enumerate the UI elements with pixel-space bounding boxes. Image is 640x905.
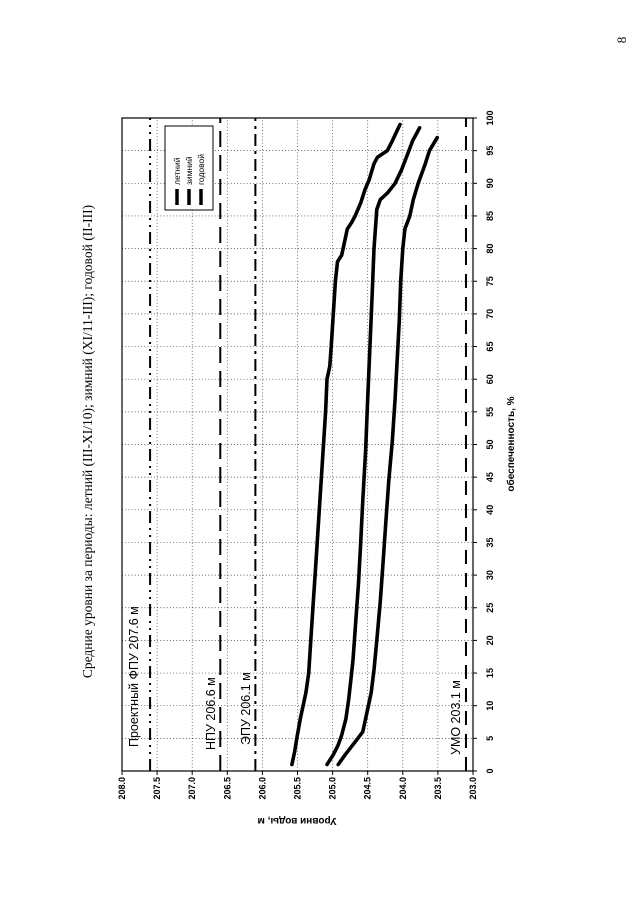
x-tick-label: 70: [485, 308, 495, 319]
x-tick-label: 65: [485, 341, 495, 352]
legend-label-annual: годовой: [196, 153, 206, 185]
x-tick-label: 15: [485, 668, 495, 679]
x-tick-label: 80: [485, 243, 495, 254]
y-tick-label: 205.5: [292, 777, 303, 800]
legend-label-winter: зимний: [184, 156, 194, 185]
legend-label-summer: летний: [172, 157, 182, 185]
x-tick-label: 0: [485, 768, 495, 774]
y-axis-label: Уровни воды, м: [257, 815, 337, 826]
x-tick-label: 50: [485, 439, 495, 450]
reference-label-fpu: Проектный ФПУ 207.6 м: [127, 606, 141, 747]
reference-label-umo: УМО 203.1 м: [449, 680, 463, 755]
x-tick-label: 35: [485, 537, 495, 548]
x-axis: [473, 110, 495, 773]
y-tick-label: 206.0: [257, 777, 268, 800]
x-axis-label: обеспеченность, %: [506, 396, 517, 492]
x-tick-label: 25: [485, 602, 495, 613]
reference-label-npu: НПУ 206.6 м: [204, 677, 218, 750]
chart-title: Средние уровни за периоды: летний (III-XI/10); зимний (XI/11-III); годовой (II-III): [80, 204, 95, 679]
y-tick-label: 204.5: [362, 777, 373, 800]
x-tick-label: 40: [485, 504, 495, 515]
x-tick-label: 75: [485, 276, 495, 287]
y-tick-label: 208.0: [117, 777, 127, 800]
x-tick-label: 5: [485, 735, 495, 741]
page-number: 8: [614, 36, 629, 44]
x-tick-label: 60: [485, 374, 495, 385]
x-tick-label: 10: [485, 700, 495, 711]
x-tick-label: 90: [485, 178, 495, 189]
reference-label-epu: ЭПУ 206.1 м: [239, 672, 253, 745]
x-tick-label: 100: [485, 110, 495, 126]
y-tick-label: 206.5: [222, 777, 233, 800]
grid: [122, 118, 473, 771]
legend: [165, 126, 213, 210]
y-tick-label: 203.5: [432, 777, 443, 800]
data-series: [292, 125, 437, 765]
x-tick-label: 95: [485, 145, 495, 156]
y-tick-label: 207.5: [152, 777, 163, 800]
x-tick-label: 30: [485, 570, 495, 581]
y-tick-label: 204.0: [397, 777, 408, 800]
y-tick-label: 203.0: [468, 777, 478, 800]
y-axis: [117, 771, 478, 800]
x-tick-label: 55: [485, 406, 495, 417]
x-tick-label: 45: [485, 472, 495, 483]
x-tick-label: 20: [485, 635, 495, 646]
y-tick-label: 207.0: [187, 777, 198, 800]
x-tick-label: 85: [485, 210, 495, 221]
y-tick-label: 205.0: [327, 777, 338, 800]
reference-lines: [127, 118, 466, 771]
